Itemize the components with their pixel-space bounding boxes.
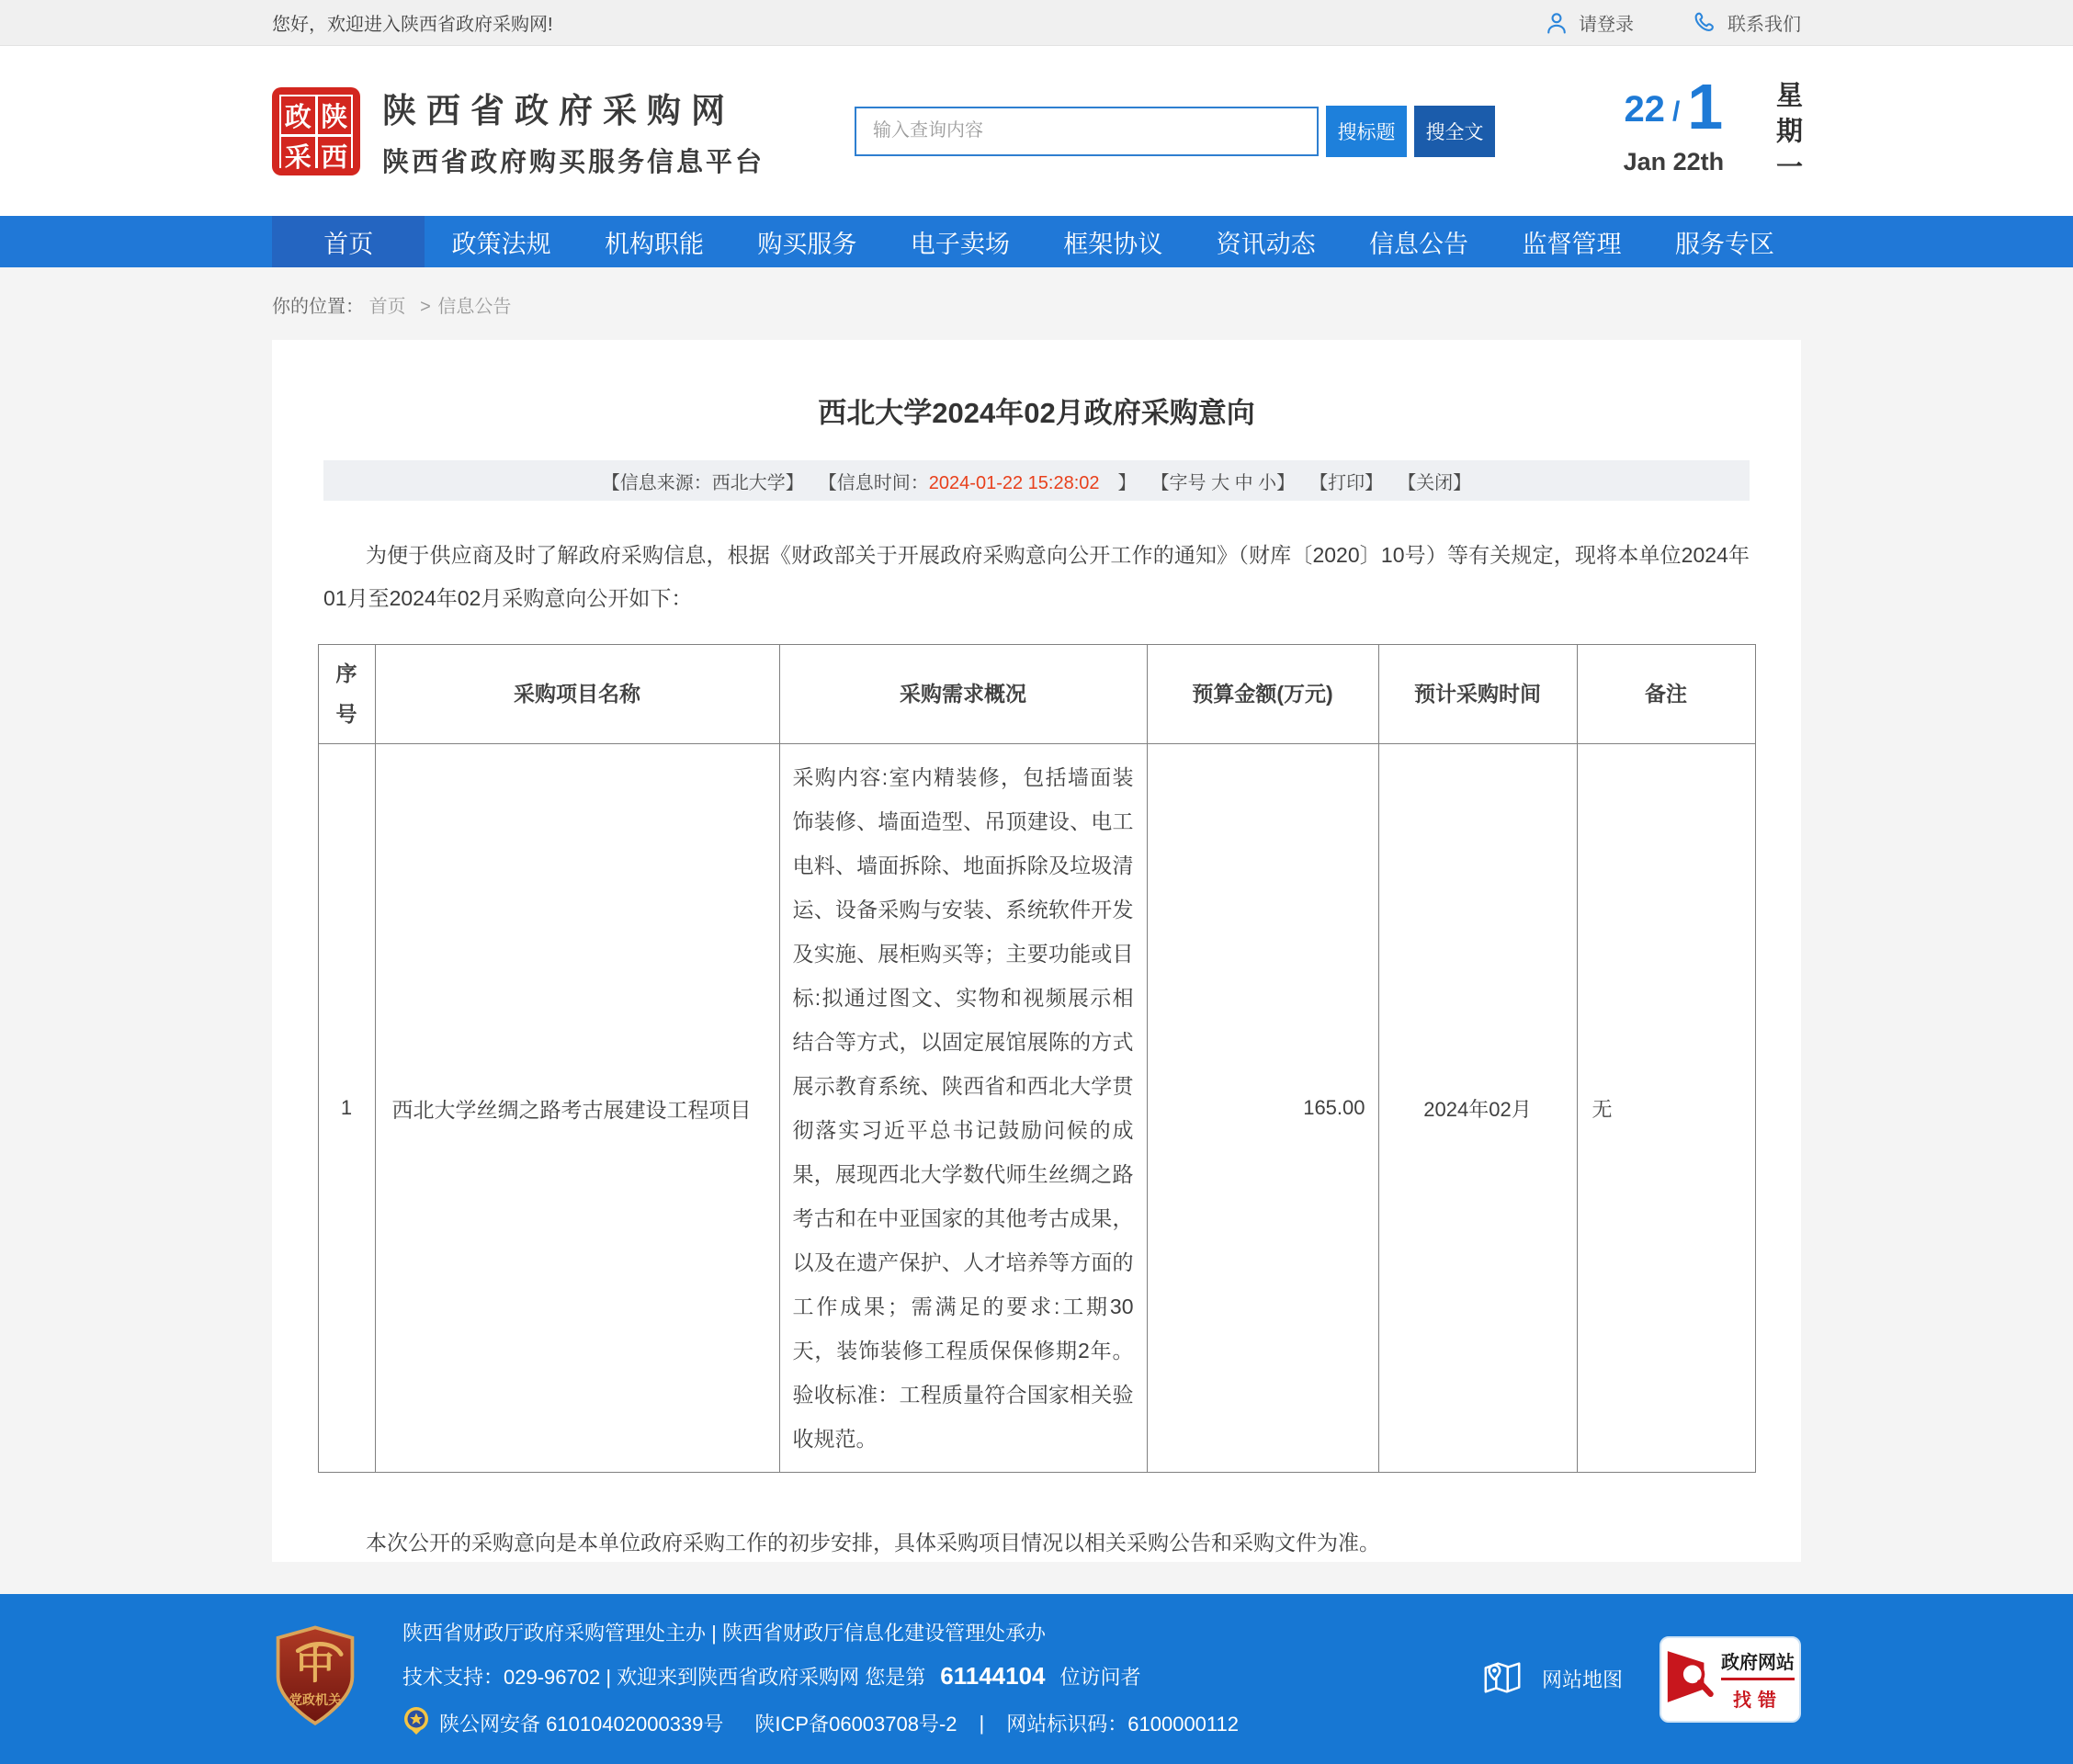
cell-name: 西北大学丝绸之路考古展建设工程项目 [375,744,779,1473]
article-meta-bar [323,460,1750,501]
nav-item-policies[interactable]: 政策法规 [451,230,551,258]
main-nav [0,216,2073,267]
search-bar [855,106,1495,157]
search-fulltext-button[interactable]: 搜全文 [1414,106,1495,157]
nav-item-framework[interactable]: 框架协议 [1063,230,1163,258]
col-header-note: 备注 [1577,645,1755,744]
nav-item-news[interactable]: 资讯动态 [1216,230,1316,258]
search-title-button[interactable]: 搜标题 [1326,106,1407,157]
site-code: 网站标识码：6100000112 [1006,1713,1239,1736]
site-name: 陕西省政府采购网 [382,92,735,130]
support-prefix: 技术支持：029-96702 | 欢迎来到陕西省政府采购网 您是第 [402,1665,926,1689]
login-link[interactable] [1544,9,1634,36]
topbar-links [1544,9,1801,36]
article-intro: 为便于供应商及时了解政府采购信息，根据《财政部关于开展政府采购意向公开工作的通知》（财库〔2020〕10号）等有关规定，现将本单位2024年01月至2024年02月采购意向公开如下： [323,543,1750,611]
meta-time [819,468,1137,494]
table-header-row [318,645,1755,744]
police-record-link[interactable]: 陕公网安备 61010402000339号 [439,1713,724,1736]
footer-line-beian [402,1706,1239,1741]
col-header-requirement: 采购需求概况 [779,645,1147,744]
cell-budget: 165.00 [1147,744,1378,1473]
cell-no: 1 [318,744,375,1473]
site-subtitle: 陕西省政府购买服务信息平台 [382,148,765,177]
seal-char: 采 [281,137,315,175]
sitemap-label: 网站地图 [1541,1668,1623,1691]
contact-link[interactable] [1693,9,1801,36]
meta-source: 【信息来源：西北大学】 [601,472,804,493]
topbar [0,0,2073,46]
map-icon [1481,1656,1524,1703]
contact-label: 联系我们 [1728,15,1801,35]
date-english: Jan 22th [1623,148,1725,176]
main-content [0,267,2073,1594]
footer-text-block [402,1618,1239,1741]
nav-item-e-marketplace[interactable]: 电子卖场 [910,230,1010,258]
search-input[interactable] [855,107,1319,156]
seal-char: 陕 [318,96,352,134]
nav-item-announcements[interactable]: 信息公告 [1369,230,1469,258]
breadcrumb-current[interactable]: 信息公告 [437,297,512,317]
article-title: 西北大学2024年02月政府采购意向 [818,397,1255,429]
visitor-count: 61144104 [940,1661,1046,1690]
procurement-intent-table [318,644,1756,1473]
date-day: 22 [1624,89,1665,130]
table-row [318,744,1755,1473]
party-shield-badge [272,1624,358,1734]
breadcrumb-label: 你的位置： [272,297,364,317]
col-header-no: 序号 [318,645,375,744]
login-label: 请登录 [1579,15,1634,35]
cell-time: 2024年02月 [1378,744,1577,1473]
logo-seal-icon [272,87,360,175]
col-header-budget: 预算金额(万元) [1147,645,1378,744]
date-month: 1 [1687,71,1724,142]
font-size-control[interactable]: 【字号 大 中 小】 [1150,472,1296,493]
article-panel [272,340,1801,1562]
error-badge-text [1721,1647,1795,1712]
footer-line-organizer: 陕西省财政厅政府采购管理处主办 | 陕西省财政厅信息化建设管理处承办 [402,1621,1046,1645]
print-button[interactable]: 【打印】 [1309,472,1384,493]
nav-item-purchase-services[interactable]: 购买服务 [757,230,857,258]
svg-text:党政机关: 党政机关 [289,1692,342,1708]
breadcrumb-home[interactable]: 首页 [368,297,406,317]
date-widget [1623,71,1802,188]
nav-item-functions[interactable]: 机构职能 [605,230,705,258]
close-button[interactable]: 【关闭】 [1398,472,1472,493]
error-badge-line1: 政府网站 [1721,1647,1795,1680]
meta-time-suffix: 】 [1099,472,1137,493]
breadcrumb [272,267,1801,318]
icp-record-link[interactable]: 陕ICP备06003708号-2 [754,1713,957,1736]
nav-item-home[interactable]: 首页 [272,216,425,267]
phone-icon [1693,10,1718,36]
col-header-name: 采购项目名称 [375,645,779,744]
police-badge-icon [402,1706,430,1741]
cell-requirement: 采购内容:室内精装修，包括墙面装饰装修、墙面造型、吊顶建设、电工电料、墙面拆除、地面拆除及垃圾清运、设备采购与安装、系统软件开发及实施、展柜购买等；主要功能或目标:拟通过图文、实物和视频展示相结合等方式，以固定展馆展陈的方式展示教育系统、陕西省和西北大学贯彻落实习近平总书记鼓励问候的成果，展现西北大学数代师生丝绸之路考古和在中亚国家的其他考古成果，以及在遗产保护、人才培养等方面的工作成果；需满足的要求:工期30天，装饰装修工程质保保修期2年。验收标准：工程质量符合国家相关验收规范。 [779,744,1147,1473]
gov-site-error-finder-badge[interactable] [1660,1636,1801,1723]
meta-time-value: 2024-01-22 15:28:02 [928,472,1100,493]
header [0,46,2073,216]
date-weekday: 星期一 [1773,81,1802,188]
cell-note: 无 [1577,744,1755,1473]
article-closing: 本次公开的采购意向是本单位政府采购工作的初步安排，具体采购项目情况以相关采购公告和采购文件为准。 [366,1531,1380,1555]
breadcrumb-separator: > [420,297,431,317]
support-suffix: 位访问者 [1059,1665,1141,1689]
meta-time-prefix: 【信息时间： [818,472,929,493]
seal-char: 西 [318,137,352,175]
site-logo[interactable] [272,83,765,179]
date-separator: / [1671,96,1681,128]
nav-item-supervision[interactable]: 监督管理 [1522,230,1622,258]
sitemap-link[interactable] [1481,1656,1623,1703]
welcome-text: 您好，欢迎进入陕西省政府采购网! [272,15,553,35]
user-icon [1544,10,1569,36]
svg-text:中: 中 [296,1644,334,1687]
seal-char: 政 [281,96,315,134]
footer [0,1594,2073,1764]
footer-right [1481,1636,1801,1723]
footer-line-support [402,1662,1239,1690]
error-badge-line2: 找错 [1733,1690,1783,1711]
beian-separator: | [979,1711,985,1735]
nav-item-service-zone[interactable]: 服务专区 [1674,230,1774,258]
col-header-time: 预计采购时间 [1378,645,1577,744]
magnifier-flag-icon [1666,1648,1716,1710]
